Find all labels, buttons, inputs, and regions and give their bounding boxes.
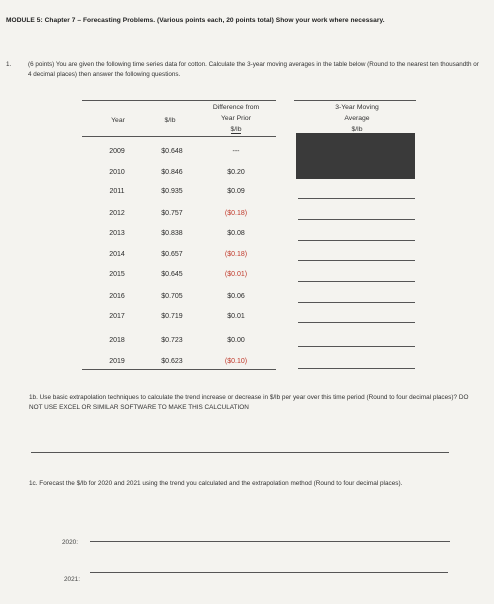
row-diff: ($0.18) [224, 210, 248, 217]
table-bottom-rule [82, 369, 276, 370]
question-1b-text: 1b. Use basic extrapolation techniques to calculate the trend increase or decrease in $/lb per year over this time period (Round to four decimal places)? DO NOT USE EXCEL OR SIMILAR SOFTWARE TO MAKE THIS CALCULATION [29, 394, 469, 411]
mavg-answer-2018[interactable] [298, 346, 415, 347]
header-mavg-line1: 3-Year Moving [335, 104, 379, 111]
row-year: 2009 [109, 148, 125, 155]
row-year: 2013 [109, 230, 125, 237]
header-price: $/lb [164, 117, 176, 124]
row-year: 2011 [109, 188, 125, 195]
row-year: 2017 [109, 313, 125, 320]
mavg-answer-2019[interactable] [298, 368, 415, 369]
row-price: $0.719 [161, 313, 183, 320]
header-mavg-line2: Average [344, 115, 370, 122]
row-diff: ($0.18) [224, 251, 248, 258]
module-header: MODULE 5: Chapter 7 – Forecasting Problems. (Various points each, 20 points total) Show your work where necessary. [6, 17, 385, 24]
row-price: $0.935 [161, 188, 183, 195]
mavg-blocked-cells [296, 133, 415, 179]
row-year: 2016 [109, 293, 125, 300]
row-price: $0.838 [161, 230, 183, 237]
header-mavg-line3 [298, 126, 416, 133]
row-diff: ($0.01) [224, 271, 248, 278]
mavg-answer-2012[interactable] [298, 219, 415, 220]
header-diff-unit: $/lb [230, 126, 242, 133]
row-diff: $0.09 [227, 188, 245, 195]
mavg-answer-2011[interactable] [298, 198, 415, 199]
header-mavg-unit: $/lb [351, 126, 363, 133]
mavg-answer-2014[interactable] [298, 260, 415, 261]
row-year: 2010 [109, 169, 125, 176]
mavg-top-rule [294, 100, 416, 101]
row-price: $0.846 [161, 169, 183, 176]
table-top-rule [82, 100, 276, 101]
row-diff: ($0.10) [224, 358, 248, 365]
row-price: $0.645 [161, 271, 183, 278]
row-price: $0.705 [161, 293, 183, 300]
row-year: 2018 [109, 337, 125, 344]
row-year: 2012 [109, 210, 125, 217]
mavg-answer-2017[interactable] [298, 322, 415, 323]
label-2021: 2021: [64, 576, 80, 583]
mavg-answer-2016[interactable] [298, 302, 415, 303]
row-diff: $0.00 [227, 337, 245, 344]
header-diff-line3 [200, 126, 272, 133]
row-year: 2014 [109, 251, 125, 258]
question-1c-text: 1c. Forecast the $/lb for 2020 and 2021 using the trend you calculated and the extrapolation method (Round to four decimal places). [29, 480, 403, 487]
row-price: $0.757 [161, 210, 183, 217]
row-year: 2015 [109, 271, 125, 278]
row-diff: $0.06 [227, 293, 245, 300]
row-diff: $0.08 [227, 230, 245, 237]
question-1-number: 1. [6, 61, 12, 68]
header-year: Year [111, 117, 125, 124]
answer-line-2021[interactable] [90, 572, 448, 573]
header-diff-line2: Year Prior [221, 115, 251, 122]
row-diff: $0.01 [227, 313, 245, 320]
label-2020: 2020: [62, 539, 78, 546]
row-diff: $0.20 [227, 169, 245, 176]
row-price: $0.657 [161, 251, 183, 258]
row-price: $0.623 [161, 358, 183, 365]
mavg-answer-2015[interactable] [298, 281, 415, 282]
answer-line-2020[interactable] [90, 541, 450, 542]
question-1b-answer-line[interactable] [31, 452, 449, 453]
header-bottom-rule [82, 136, 276, 137]
row-year: 2019 [109, 358, 125, 365]
row-price: $0.648 [161, 148, 183, 155]
row-diff: --- [232, 148, 240, 155]
mavg-answer-2013[interactable] [298, 240, 415, 241]
header-diff-line1: Difference from [212, 104, 260, 111]
row-price: $0.723 [161, 337, 183, 344]
question-1-text: (6 points) You are given the following time series data for cotton. Calculate the 3-year moving averages in the table below (Round to the nearest ten thousandth or 4 decimal places) then answer the following questions. [28, 61, 479, 78]
